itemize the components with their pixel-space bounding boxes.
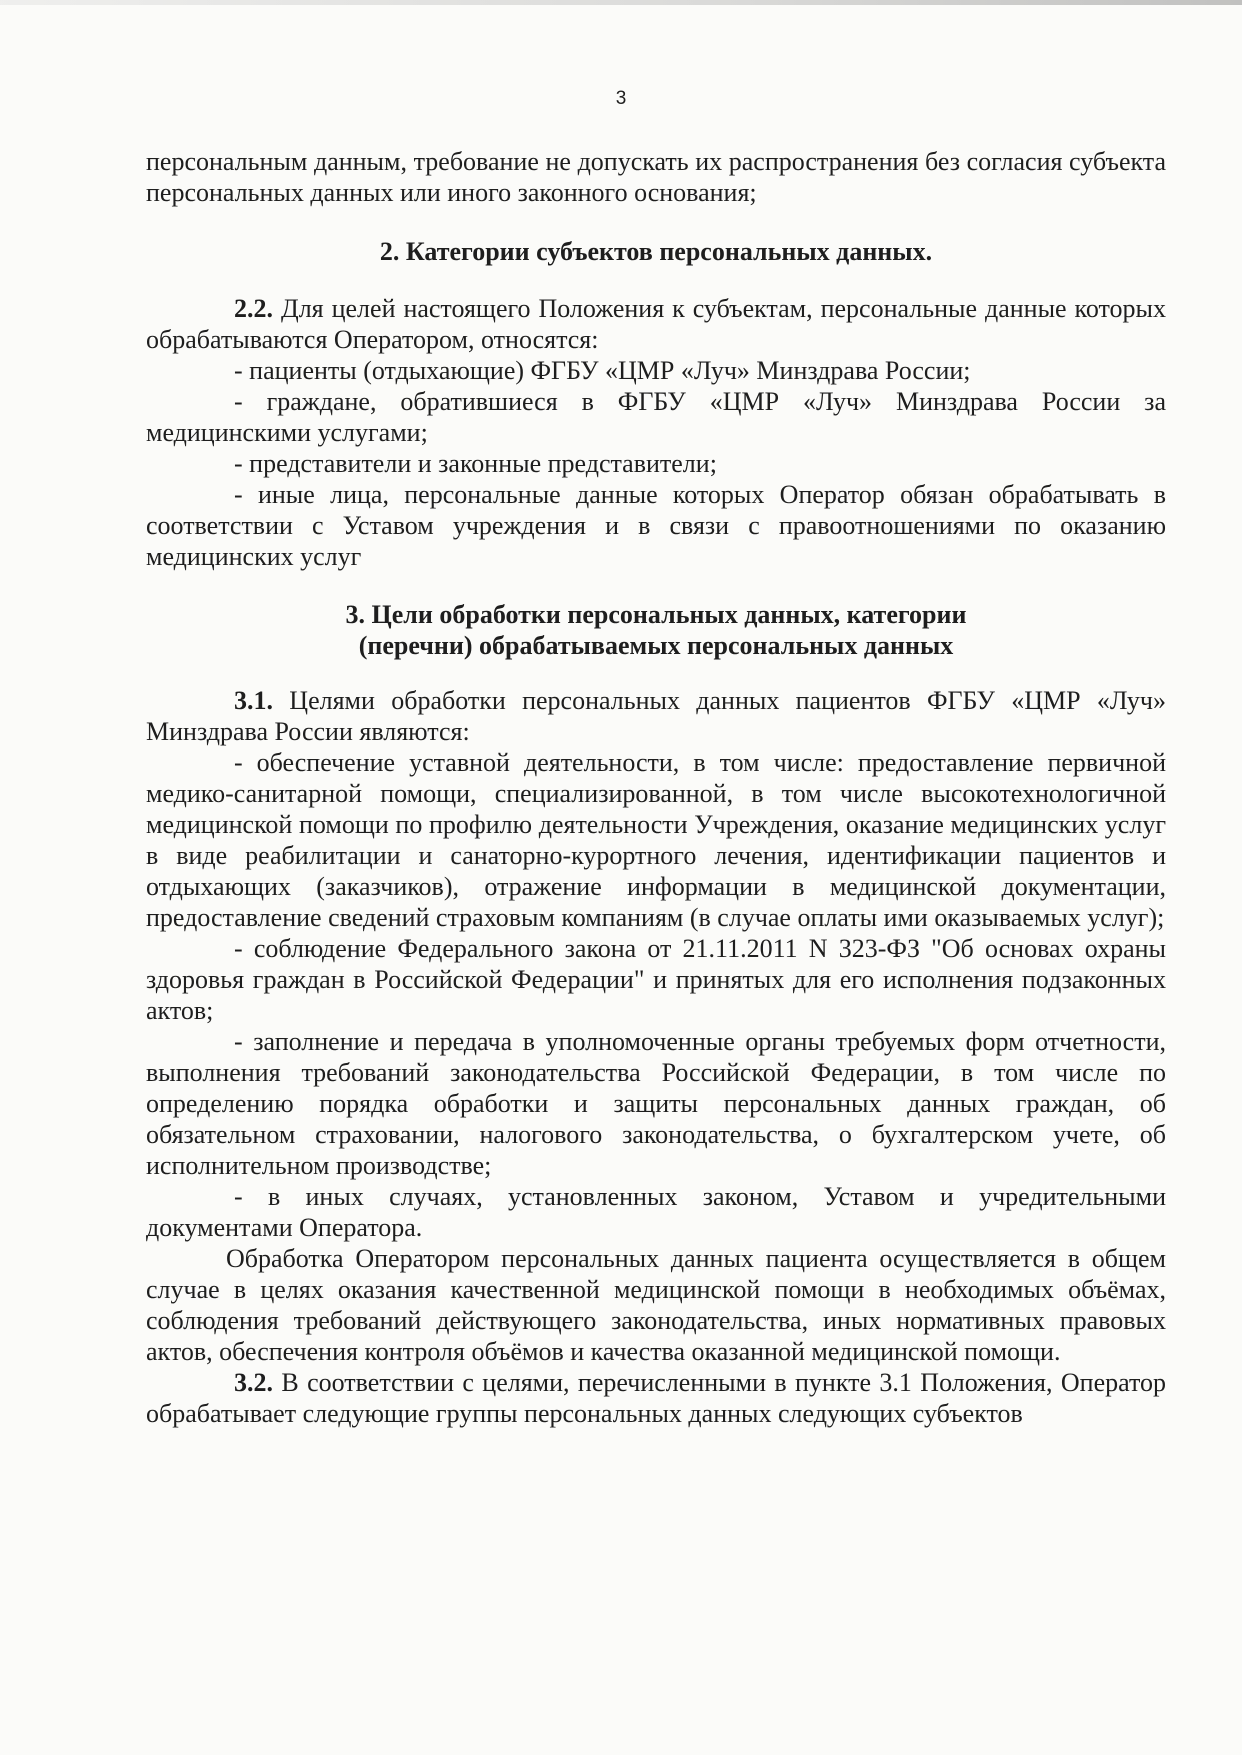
document-body: [146, 146, 1166, 1429]
section-3-heading-line-1: 3. Цели обработки персональных данных, категории: [345, 600, 967, 629]
clause-2-2-number: 2.2.: [234, 294, 273, 323]
subject-item-patients: - пациенты (отдыхающие) ФГБУ «ЦМР «Луч» Минздрава России;: [234, 356, 971, 385]
purpose-item-other-cases: - в иных случаях, установленных законом, Уставом и учредительными документами Оператора.: [146, 1182, 1166, 1242]
clause-3-1-number: 3.1.: [234, 686, 273, 715]
intro-paragraph: персональным данным, требование не допускать их распространения без согласия субъекта персональных данных или иного законного основания;: [146, 147, 1166, 207]
processing-paragraph: Обработка Оператором персональных данных пациента осуществляется в общем случае в целях оказания качественной медицинской помощи в необходимых объёмах, соблюдения требований действующего законодательства, иных нормативных правовых актов, обеспечения контроля объёмов и качества оказанной медицинской помощи.: [146, 1244, 1166, 1366]
clause-3-2-number: 3.2.: [234, 1368, 273, 1397]
subject-item-citizens: - граждане, обратившиеся в ФГБУ «ЦМР «Луч» Минздрава России за медицинскими услугами;: [146, 387, 1166, 447]
purpose-item-statutory-activity: - обеспечение уставной деятельности, в том числе: предоставление первичной медико-санитарной помощи, специализированной, в том числе высокотехнологичной медицинской помощи по профилю деятельности Учреждения, оказание медицинских услуг в виде реабилитации и санаторно-курортного лечения, идентификации пациентов и отдыхающих (заказчиков), отражение информации в медицинской документации, предоставление сведений страховым компаниям (в случае оплаты ими оказываемых услуг);: [146, 748, 1166, 932]
purpose-item-federal-law: - соблюдение Федерального закона от 21.11.2011 N 323-ФЗ "Об основах охраны здоровья граждан в Российской Федерации" и принятых для его исполнения подзаконных актов;: [146, 934, 1166, 1025]
scan-edge: [0, 0, 1242, 5]
section-3-heading-line-2: (перечни) обрабатываемых персональных данных: [358, 631, 954, 660]
clause-2-2: [146, 293, 1166, 355]
clause-3-1-text: Целями обработки персональных данных пациентов ФГБУ «ЦМР «Луч» Минздрава России являются:: [146, 686, 1166, 746]
clause-2-2-text: Для целей настоящего Положения к субъектам, персональные данные которых обрабатываются Оператором, относятся:: [146, 294, 1166, 354]
page-number: 3: [615, 88, 627, 109]
clause-3-1: [146, 685, 1166, 747]
clause-3-2: [146, 1367, 1166, 1429]
subject-item-other-persons: - иные лица, персональные данные которых Оператор обязан обрабатывать в соответствии с Уставом учреждения и в связи с правоотношениями по оказанию медицинских услуг: [146, 480, 1166, 571]
purpose-item-reporting: - заполнение и передача в уполномоченные органы требуемых форм отчетности, выполнения требований законодательства Российской Федерации, в том числе по определению порядка обработки и защиты персональных данных граждан, об обязательном страховании, налогового законодательства, о бухгалтерском учете, об исполнительном производстве;: [146, 1027, 1166, 1180]
subject-item-representatives: - представители и законные представители;: [234, 449, 717, 478]
section-3-heading: [146, 599, 1166, 661]
clause-3-2-text: В соответствии с целями, перечисленными в пункте 3.1 Положения, Оператор обрабатывает следующие группы персональных данных следующих субъектов: [146, 1368, 1166, 1428]
section-2-heading: 2. Категории субъектов персональных данных.: [379, 237, 933, 266]
